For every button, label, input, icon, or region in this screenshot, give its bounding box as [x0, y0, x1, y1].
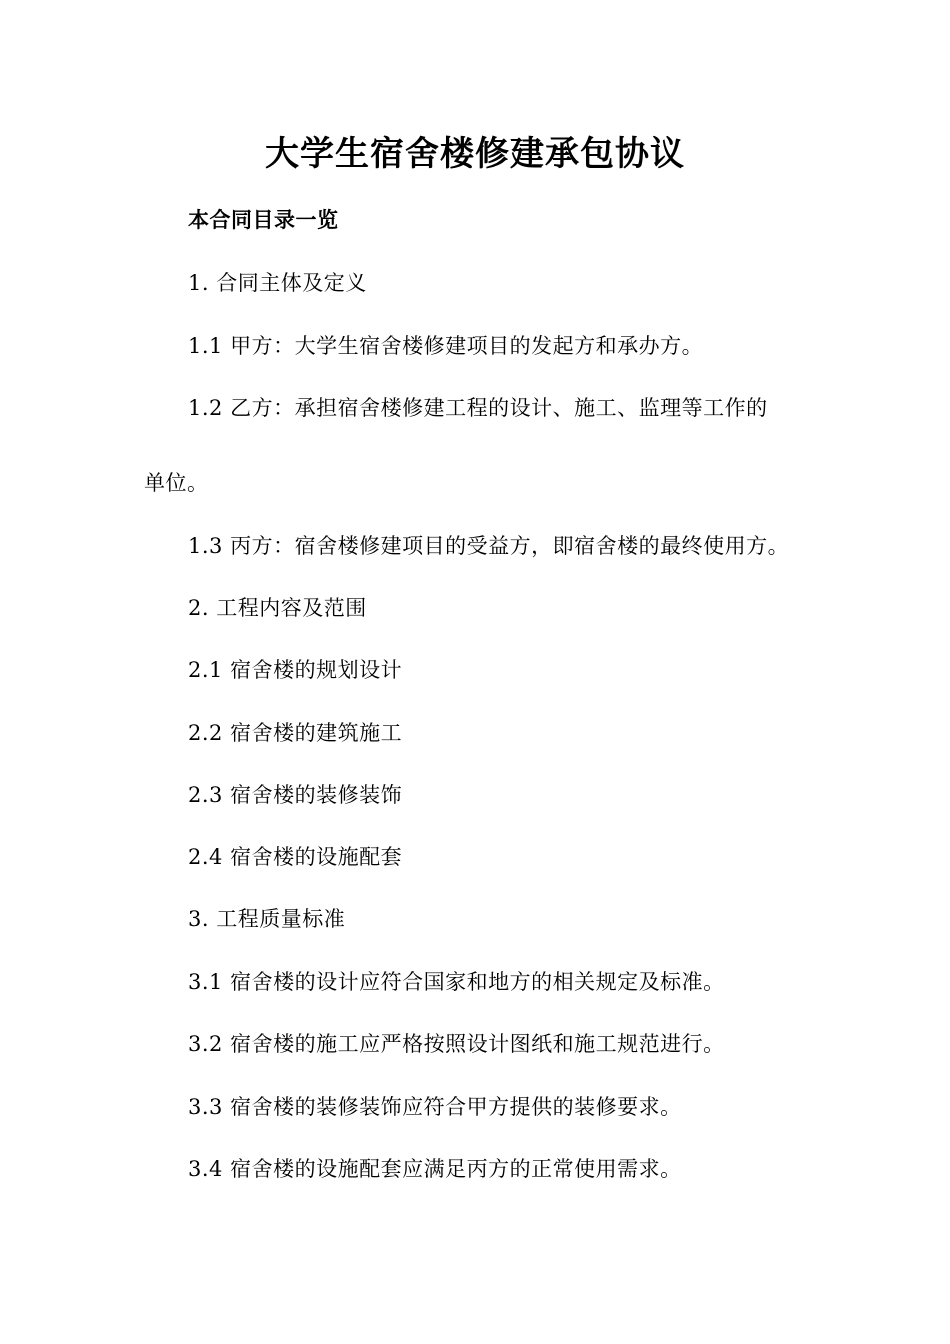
toc-line: 1. 合同主体及定义	[188, 271, 367, 295]
toc-line: 2.2 宿舍楼的建筑施工	[188, 721, 403, 745]
toc-line: 2.1 宿舍楼的规划设计	[188, 658, 403, 682]
toc-line: 3.3 宿舍楼的装修装饰应符合甲方提供的装修要求。	[188, 1095, 682, 1119]
toc-line: 2. 工程内容及范围	[188, 596, 367, 620]
toc-line: 3.2 宿舍楼的施工应严格按照设计图纸和施工规范进行。	[188, 1032, 725, 1056]
toc-heading: 本合同目录一览	[188, 208, 339, 232]
toc-line: 1.3 丙方：宿舍楼修建项目的受益方，即宿舍楼的最终使用方。	[188, 534, 790, 558]
toc-line: 2.3 宿舍楼的装修装饰	[188, 783, 403, 807]
toc-line: 2.4 宿舍楼的设施配套	[188, 845, 403, 869]
document-title: 大学生宿舍楼修建承包协议	[265, 134, 685, 174]
toc-line: 3. 工程质量标准	[188, 907, 346, 931]
toc-line: 3.4 宿舍楼的设施配套应满足丙方的正常使用需求。	[188, 1157, 682, 1181]
toc-line: 1.1 甲方：大学生宿舍楼修建项目的发起方和承办方。	[188, 334, 704, 358]
toc-line: 1.2 乙方：承担宿舍楼修建工程的设计、施工、监理等工作的	[188, 396, 768, 420]
toc-line: 3.1 宿舍楼的设计应符合国家和地方的相关规定及标准。	[188, 970, 725, 994]
toc-line-continued: 单位。	[144, 471, 209, 495]
